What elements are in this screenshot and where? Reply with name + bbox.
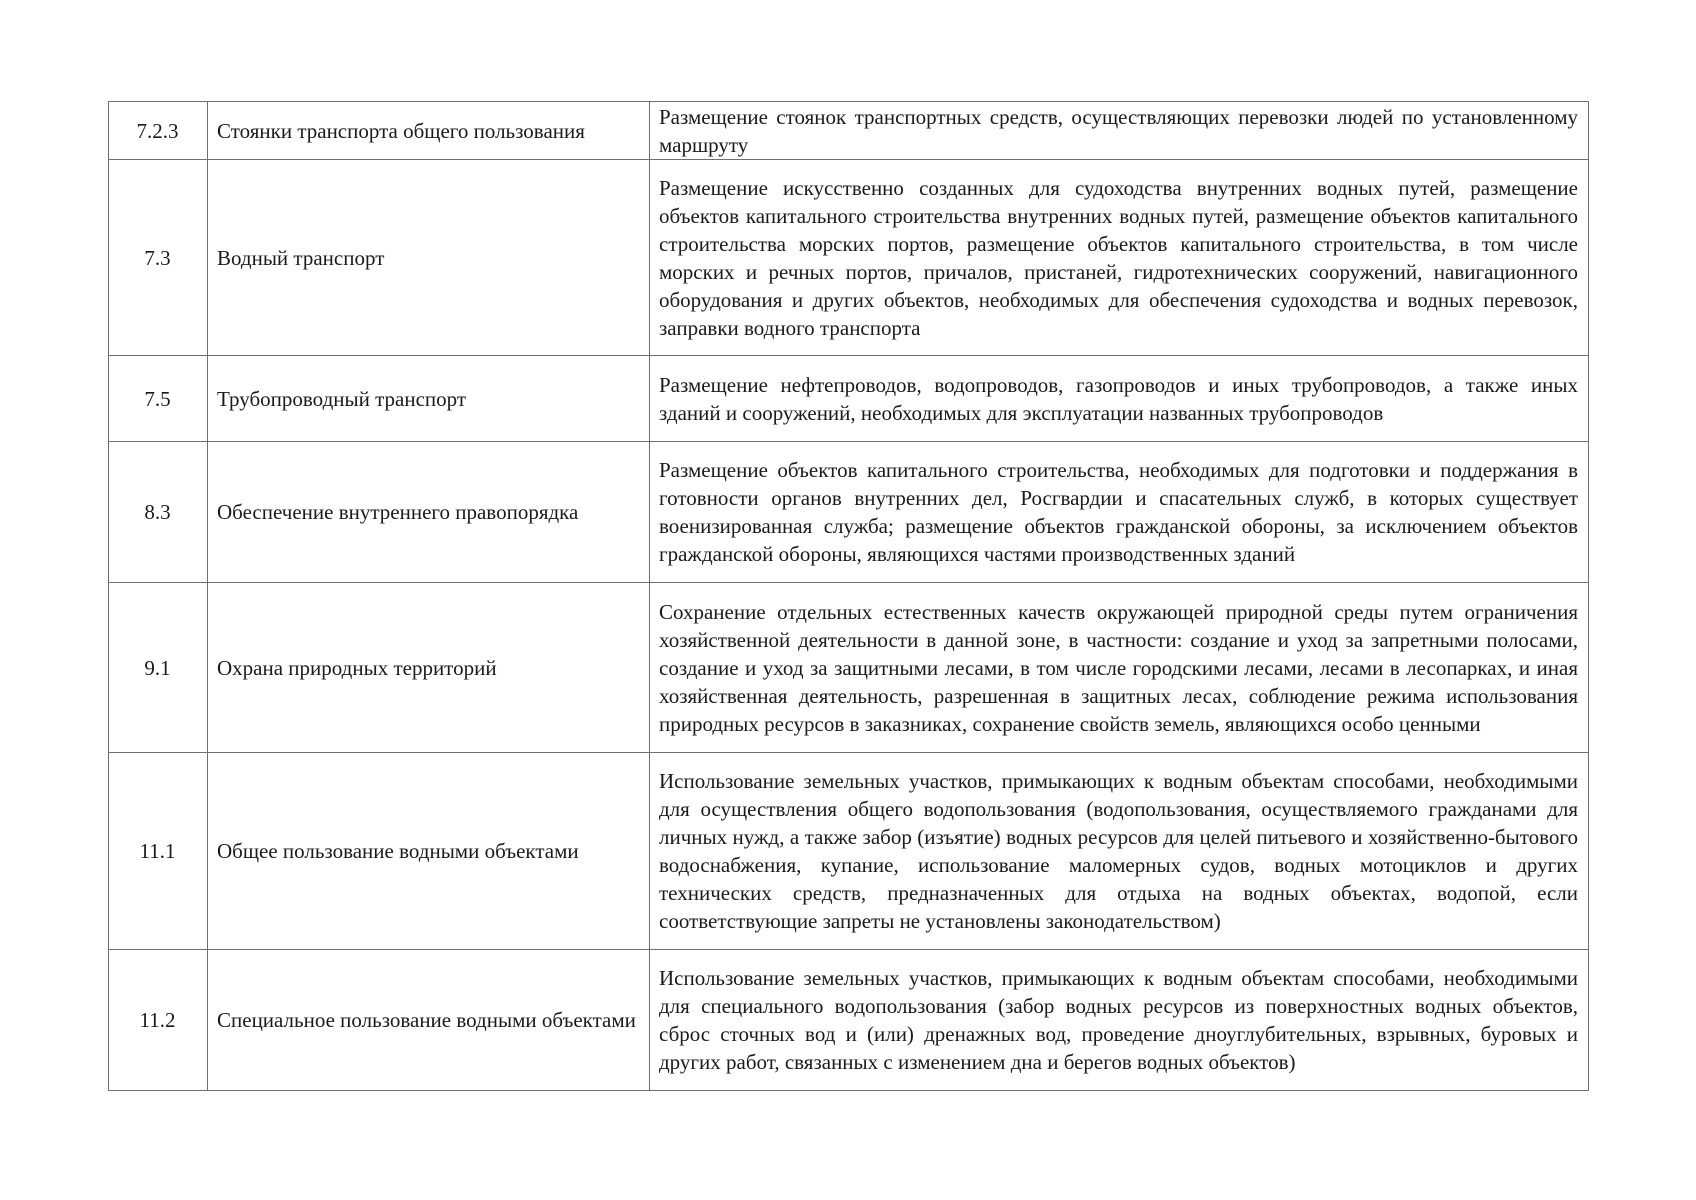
table-row bbox=[109, 950, 1589, 1091]
row-name: Специальное пользование водными объектами bbox=[208, 950, 650, 1091]
table-row bbox=[109, 753, 1589, 950]
row-code: 7.2.3 bbox=[109, 102, 208, 160]
table-row bbox=[109, 583, 1589, 753]
row-name: Трубопроводный транспорт bbox=[208, 356, 650, 442]
land-use-table bbox=[108, 101, 1589, 1091]
row-name: Общее пользование водными объектами bbox=[208, 753, 650, 950]
row-name: Водный транспорт bbox=[208, 160, 650, 356]
row-name: Обеспечение внутреннего правопорядка bbox=[208, 442, 650, 583]
row-description: Размещение объектов капитального строительства, необходимых для подготовки и поддержания в готовности органов внутренних дел, Росгвардии и спасательных служб, в которых существует военизированная служба; размещение объектов гражданской обороны, за исключением объектов гражданской обороны, являющихся частями производственных зданий bbox=[650, 442, 1589, 583]
table-row bbox=[109, 442, 1589, 583]
row-description: Использование земельных участков, примыкающих к водным объектам способами, необходимыми для специального водопользования (забор водных ресурсов из поверхностных водных объектов, сброс сточных вод и (или) дренажных вод, проведение дноуглубительных, взрывных, буровых и других работ, связанных с изменением дна и берегов водных объектов) bbox=[650, 950, 1589, 1091]
table-row bbox=[109, 160, 1589, 356]
row-name: Охрана природных территорий bbox=[208, 583, 650, 753]
row-code: 8.3 bbox=[109, 442, 208, 583]
table-row bbox=[109, 102, 1589, 160]
row-description: Размещение стоянок транспортных средств, осуществляющих перевозки людей по установленному маршруту bbox=[650, 102, 1589, 160]
row-code: 9.1 bbox=[109, 583, 208, 753]
table-row bbox=[109, 356, 1589, 442]
row-code: 11.1 bbox=[109, 753, 208, 950]
row-code: 11.2 bbox=[109, 950, 208, 1091]
row-description: Размещение искусственно созданных для судоходства внутренних водных путей, размещение объектов капитального строительства внутренних водных путей, размещение объектов капитального строительства морских портов, размещение объектов капитального строительства, в том числе морских и речных портов, причалов, пристаней, гидротехнических сооружений, навигационного оборудования и других объектов, необходимых для обеспечения судоходства и водных перевозок, заправки водного транспорта bbox=[650, 160, 1589, 356]
row-code: 7.5 bbox=[109, 356, 208, 442]
row-description: Использование земельных участков, примыкающих к водным объектам способами, необходимыми для осуществления общего водопользования (водопользования, осуществляемого гражданами для личных нужд, а также забор (изъятие) водных ресурсов для целей питьевого и хозяйственно-бытового водоснабжения, купание, использование маломерных судов, водных мотоциклов и других технических средств, предназначенных для отдыха на водных объектах, водопой, если соответствующие запреты не установлены законодательством) bbox=[650, 753, 1589, 950]
row-name: Стоянки транспорта общего пользования bbox=[208, 102, 650, 160]
row-description: Сохранение отдельных естественных качеств окружающей природной среды путем ограничения хозяйственной деятельности в данной зоне, в частности: создание и уход за запретными полосами, создание и уход за защитными лесами, в том числе городскими лесами, лесами в лесопарках, и иная хозяйственная деятельность, разрешенная в защитных лесах, соблюдение режима использования природных ресурсов в заказниках, сохранение свойств земель, являющихся особо ценными bbox=[650, 583, 1589, 753]
row-code: 7.3 bbox=[109, 160, 208, 356]
row-description: Размещение нефтепроводов, водопроводов, газопроводов и иных трубопроводов, а также иных зданий и сооружений, необходимых для эксплуатации названных трубопроводов bbox=[650, 356, 1589, 442]
